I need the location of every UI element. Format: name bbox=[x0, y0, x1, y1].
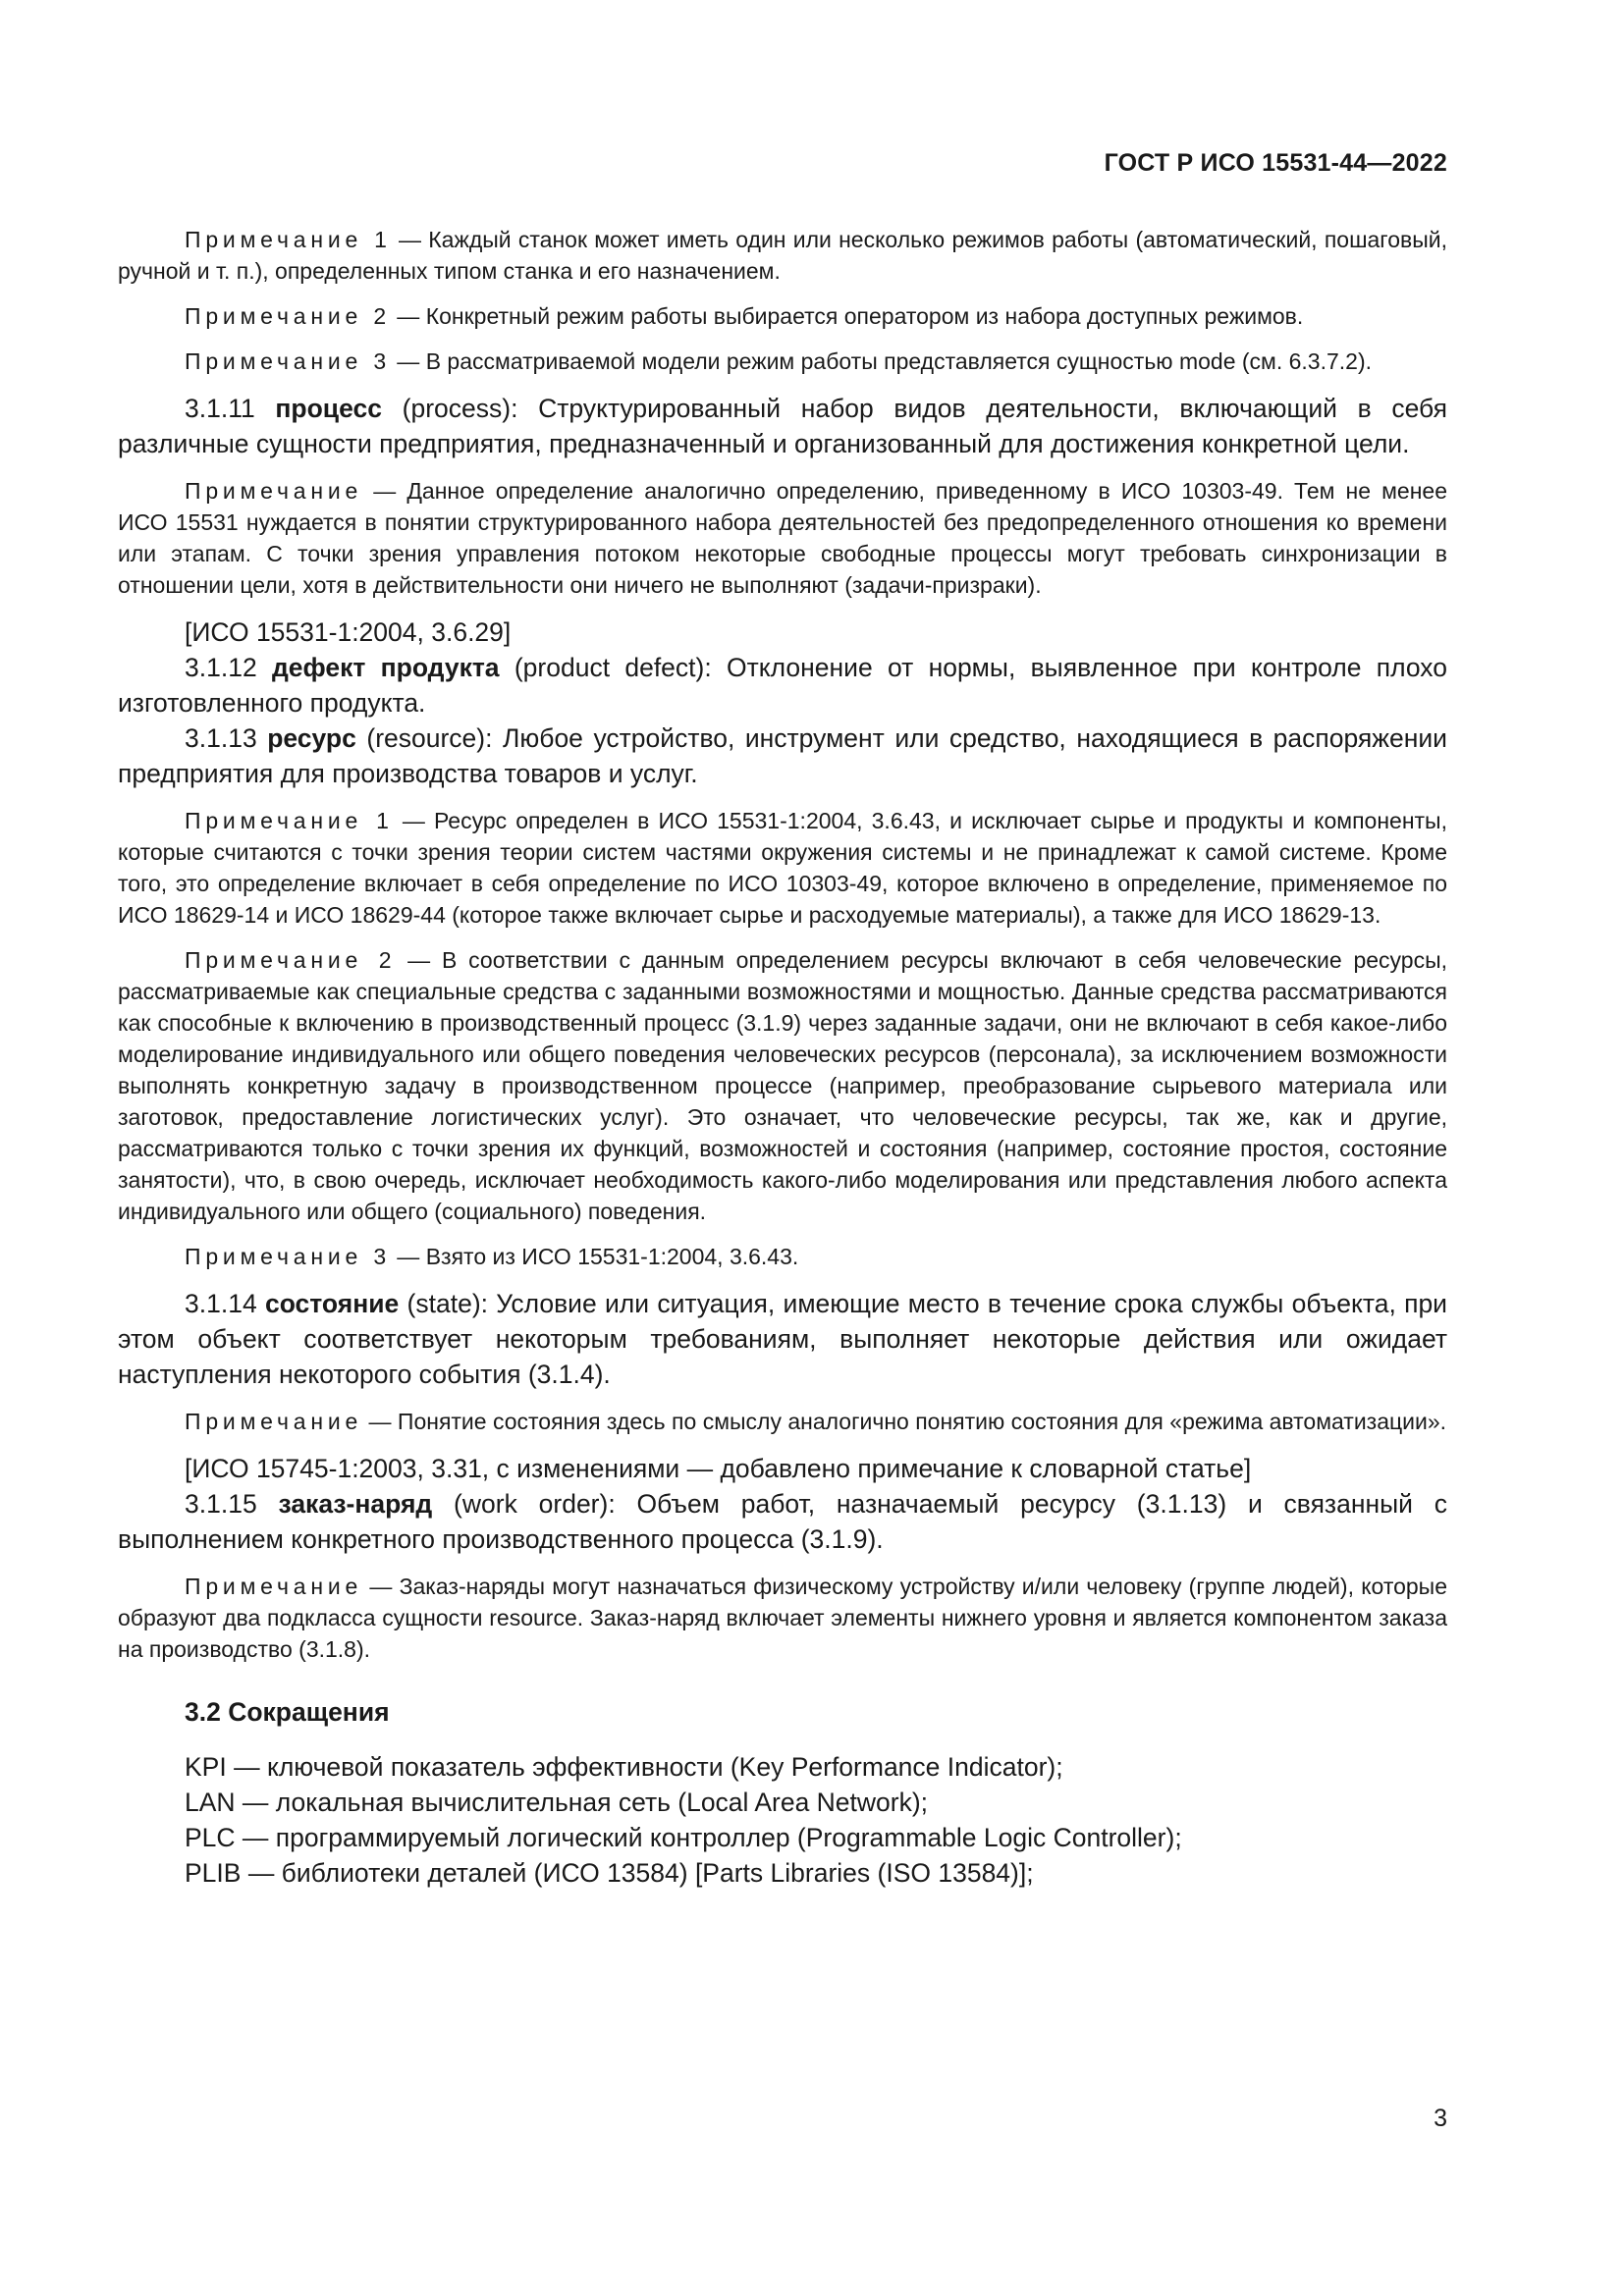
term-definition bbox=[118, 721, 1447, 791]
term-definition bbox=[118, 1286, 1447, 1392]
note-label: Примечание bbox=[185, 478, 363, 504]
term-number: 3.1.15 bbox=[185, 1489, 279, 1519]
note-text: — В соответствии с данным определением ресурсы включают в себя человеческие ресурсы, рассматриваемые как специальные средства с заданными возможностями и мощностью. Данные средства рассматриваются как способные к включению в производственный процесс (3.1.9) через заданные задачи, они не включают в себя какое-либо моделирование индивидуального или общего поведения человеческих ресурсов (персонала), за исключением возможности выполнять конкретную задачу в производственном процессе (например, преобразование сырьевого материала или заготовок, предоставление логистических услуг). Это означает, что человеческие ресурсы, так же, как и другие, рассматриваются только с точки зрения их функций, возможностей и состояния (например, состояние простоя, состояние занятости), что, в свою очередь, исключает необходимость какого-либо моделирования или представления любого аспекта индивидуального или общего (социального) поведения. bbox=[118, 947, 1447, 1224]
term-definition bbox=[118, 650, 1447, 721]
term-name: состояние bbox=[264, 1289, 400, 1318]
note-text: — Понятие состояния здесь по смыслу аналогично понятию состояния для «режима автоматизации». bbox=[362, 1409, 1447, 1434]
note-label: Примечание bbox=[185, 1574, 363, 1599]
abbreviation-item: LAN — локальная вычислительная сеть (Local Area Network); bbox=[185, 1788, 929, 1817]
term-number: 3.1.13 bbox=[185, 723, 268, 753]
note bbox=[118, 475, 1447, 601]
term-name: процесс bbox=[275, 394, 382, 423]
note-text: — Взято из ИСО 15531-1:2004, 3.6.43. bbox=[390, 1244, 799, 1269]
term-number: 3.1.12 bbox=[185, 653, 272, 682]
standard-header: ГОСТ Р ИСО 15531-44—2022 bbox=[1104, 149, 1447, 177]
note-text: — Каждый станок может иметь один или несколько режимов работы (автоматический, пошаговый, ручной и т. п.), определенных типом станка и его назначением. bbox=[118, 227, 1447, 284]
note bbox=[118, 224, 1447, 287]
note bbox=[118, 944, 1447, 1227]
term-text: (resource): Любое устройство, инструмент или средство, находящиеся в распоряжении предприятия для производства товаров и услуг. bbox=[118, 723, 1447, 788]
term-text: (process): Структурированный набор видов деятельности, включающий в себя различные сущности предприятия, предназначенный и организованный для достижения конкретной цели. bbox=[118, 394, 1448, 458]
note-text: — Заказ-наряды могут назначаться физическому устройству и/или человеку (группе людей), которые образуют два подкласса сущности resource. Заказ-наряд включает элементы нижнего уровня и является компонентом заказа на производство (3.1.8). bbox=[118, 1574, 1447, 1662]
note bbox=[118, 346, 1447, 377]
abbreviation-item: KPI — ключевой показатель эффективности (Key Performance Indicator); bbox=[185, 1752, 1063, 1782]
note bbox=[118, 1241, 1447, 1272]
note bbox=[118, 300, 1447, 332]
abbreviation-item: PLIB — библиотеки деталей (ИСО 13584) [Parts Libraries (ISO 13584)]; bbox=[185, 1858, 1034, 1888]
section-title: 3.2 Сокращения bbox=[185, 1697, 390, 1727]
term-definition bbox=[118, 391, 1447, 461]
note bbox=[118, 805, 1447, 931]
source-reference: [ИСО 15531-1:2004, 3.6.29] bbox=[185, 617, 512, 647]
note-label: Примечание 3 bbox=[185, 348, 391, 374]
term-number: 3.1.14 bbox=[185, 1289, 265, 1318]
note-label: Примечание 2 bbox=[185, 303, 391, 329]
term-name: ресурс bbox=[267, 723, 356, 753]
term-text: (product defect): Отклонение от нормы, выявленное при контроле плохо изготовленного продукта. bbox=[118, 653, 1447, 718]
source-reference: [ИСО 15745-1:2003, 3.31, с изменениями — добавлено примечание к словарной статье] bbox=[185, 1454, 1252, 1483]
term-name: дефект продукта bbox=[271, 653, 500, 682]
page-content bbox=[118, 224, 1447, 1891]
note-label: Примечание bbox=[185, 1409, 363, 1434]
term-text: (state): Условие или ситуация, имеющие место в течение срока службы объекта, при этом объект соответствует некоторым требованиям, выполняет некоторые действия или ожидает наступления некоторого события (3.1.4). bbox=[118, 1289, 1447, 1389]
note-label: Примечание 1 bbox=[185, 808, 394, 833]
term-name: заказ-наряд bbox=[278, 1489, 433, 1519]
note-label: Примечание 2 bbox=[185, 947, 397, 973]
page-number: 3 bbox=[1434, 2105, 1447, 2132]
term-definition bbox=[118, 1486, 1447, 1557]
abbreviation-item: PLC — программируемый логический контроллер (Programmable Logic Controller); bbox=[185, 1823, 1182, 1852]
term-text: (work order): Объем работ, назначаемый ресурсу (3.1.13) и связанный с выполнением конкретного производственного процесса (3.1.9). bbox=[118, 1489, 1447, 1554]
note-label: Примечание 3 bbox=[185, 1244, 391, 1269]
note-text: — Конкретный режим работы выбирается оператором из набора доступных режимов. bbox=[390, 303, 1304, 329]
note bbox=[118, 1406, 1447, 1437]
note-text: — В рассматриваемой модели режим работы представляется сущностью mode (см. 6.3.7.2). bbox=[390, 348, 1373, 374]
note-text: — Ресурс определен в ИСО 15531-1:2004, 3.6.43, и исключает сырье и продукты и компоненты, которые считаются с точки зрения теории систем частями окружения системы и не принадлежат к самой системе. Кроме того, это определение включает в себя определение по ИСО 10303-49, которое включено в определение, применяемое по ИСО 18629-14 и ИСО 18629-44 (которое также включает сырье и расходуемые материалы), а также для ИСО 18629-13. bbox=[118, 808, 1447, 928]
note-text: — Данное определение аналогично определению, приведенному в ИСО 10303-49. Тем не менее ИСО 15531 нуждается в понятии структурированного набора деятельностей без предопределенного отношения ко времени или этапам. С точки зрения управления потоком некоторые свободные процессы могут требовать синхронизации в отношении цели, хотя в действительности они ничего не выполняют (задачи-призраки). bbox=[118, 478, 1447, 598]
term-number: 3.1.11 bbox=[185, 394, 276, 423]
note bbox=[118, 1571, 1447, 1665]
note-label: Примечание 1 bbox=[185, 227, 392, 252]
